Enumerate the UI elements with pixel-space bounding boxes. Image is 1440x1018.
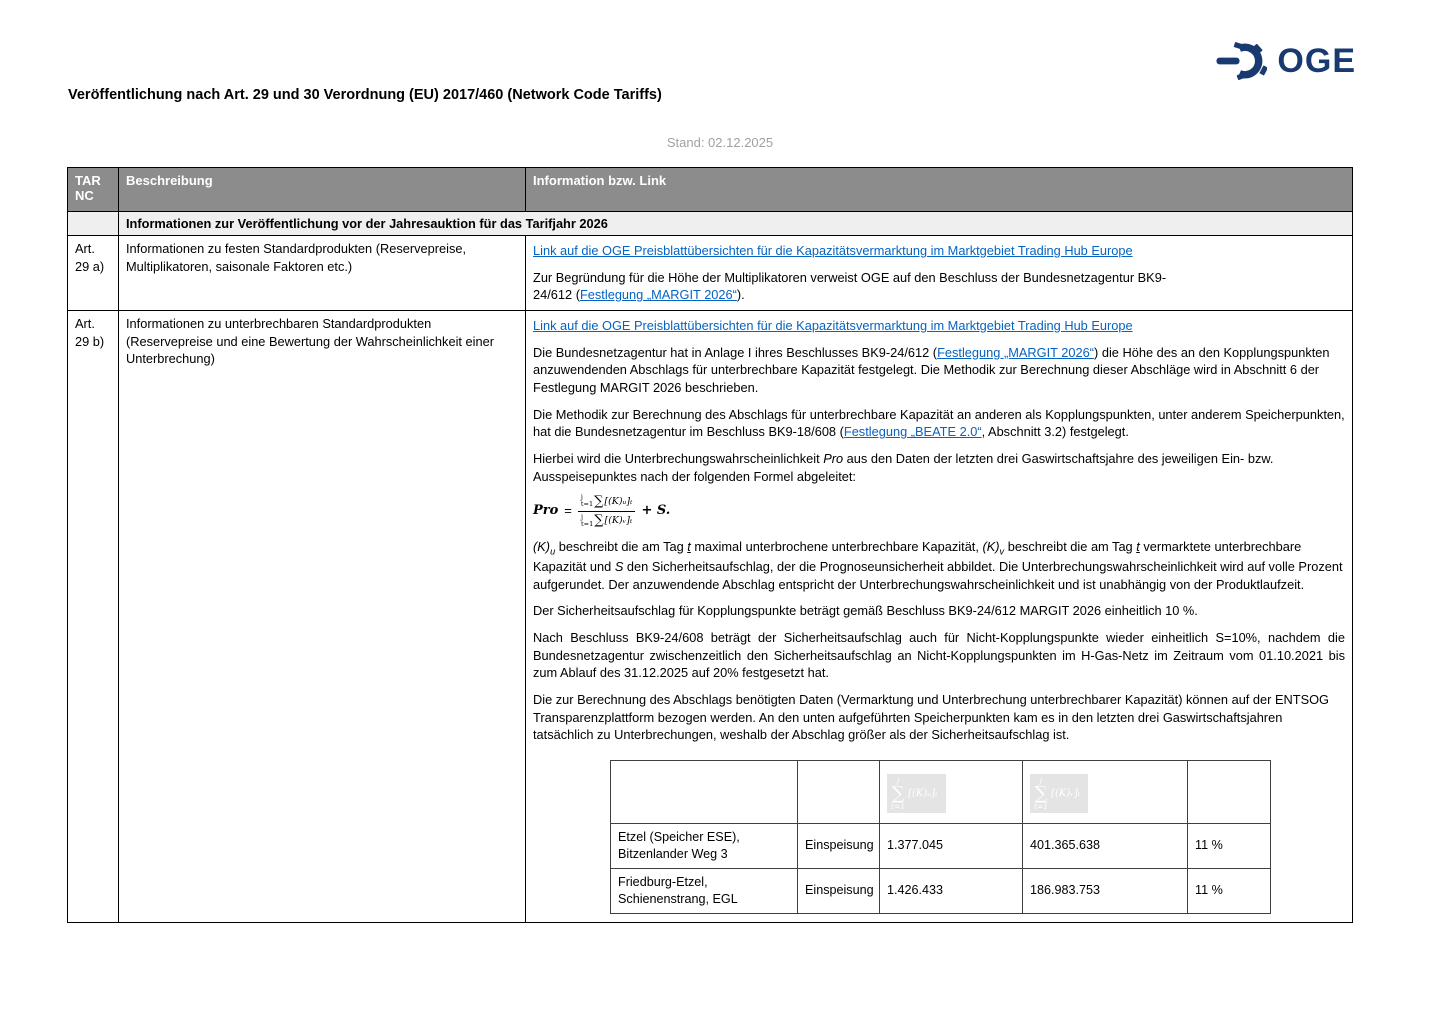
section-empty-cell — [68, 212, 119, 236]
inner-header-richtung: Richtung — [798, 760, 880, 823]
oge-logo — [1215, 40, 1356, 82]
speicherpunkt-row-etzel — [611, 823, 1271, 868]
inner-header-sigma-ku: j ∑ t=1 [(K)ᵤ]ₜ — [880, 760, 1023, 823]
art29a-paragraph-margit: Zur Begründung für die Höhe der Multiplikatoren verweist OGE auf den Beschluss der Bundesnetzagentur BK9-24/612 (Festlegung „MARGIT 2026“). — [533, 269, 1167, 303]
formula-fraction: j t=1 ∑ [(K)ᵤ]ₜ j t=1 ∑ [(K)ᵥ]ₜ — [578, 494, 636, 528]
art29b-id: Art. 29 b) — [68, 310, 119, 922]
cell-kv: 186.983.753 — [1023, 868, 1188, 913]
oge-logo-icon — [1215, 40, 1267, 82]
art29b-info-cell — [526, 310, 1353, 922]
inner-header-speicherpunkt: Speicherpunkt — [611, 760, 798, 823]
header-info-link: Information bzw. Link — [526, 168, 1353, 212]
table-row-art29a — [68, 236, 1353, 311]
pro-formula: Pro = j t=1 ∑ [(K)ᵤ]ₜ j t=1 ∑ [(K)ᵥ]ₜ + S. — [533, 493, 671, 529]
art29b-paragraph-entsog: Die zur Berechnung des Abschlags benötigten Daten (Vermarktung und Unterbrechung unterbrechbarer Kapazität) können auf der ENTSOG Transparenzplattform bezogen werden. An den unten aufgeführten Speicherpunkten kam es in den letzten drei Gaswirtschaftsjahren tatsächlich zu Unterbrechungen, weshalb der Abschlag größer als der Sicherheitsaufschlag ist. — [533, 691, 1330, 743]
art29a-description: Informationen zu festen Standardprodukten (Reservepreise, Multiplikatoren, saisonale Faktoren etc.) — [119, 236, 526, 311]
art29b-paragraph-nichtkopplung: Nach Beschluss BK9-24/608 beträgt der Sicherheitsaufschlag auch für Nicht-Kopplungspunkte wieder einheitlich S=10%, nachdem die Bundesnetzagentur zwischenzeitlich den Sicherheitsaufschlag an Nicht-Kopplungspunkten im H-Gas-Netz im Zeitraum vom 01.10.2021 bis zum Ablauf des 31.12.2025 auf 20% festgesetzt hat. — [533, 630, 1345, 681]
cell-name: Friedburg-Etzel, Schienenstrang, EGL — [611, 868, 798, 913]
art29b-paragraph-methodik: Die Methodik zur Berechnung des Abschlags für unterbrechbare Kapazität an anderen als Kopplungspunkten, unter anderem Speicherpunkten, hat die Bundesnetzagentur im Beschluss BK9-18/608 (Festlegung „BEATE 2.0“, Abschnitt 3.2) festgelegt. — [533, 406, 1345, 440]
art29b-description: Informationen zu unterbrechbaren Standardprodukten (Reservepreise und eine Bewertung der Wahrscheinlichkeit einer Unterbrechung) — [119, 310, 526, 922]
inner-header-abschlag: Abschlag ab dem 01.01.2026 — [1188, 760, 1271, 823]
cell-kv: 401.365.638 — [1023, 823, 1188, 868]
preisblatt-link[interactable]: Link auf die OGE Preisblattübersichten für die Kapazitätsvermarktung im Marktgebiet Trading Hub Europe — [533, 243, 1133, 258]
cell-abschlag: 11 % — [1188, 823, 1271, 868]
main-table — [67, 167, 1353, 923]
cell-richtung: Einspeisung — [798, 823, 880, 868]
oge-logo-text: OGE — [1277, 41, 1356, 80]
page-title: Veröffentlichung nach Art. 29 und 30 Verordnung (EU) 2017/460 (Network Code Tariffs) — [68, 87, 662, 103]
art29a-info-cell — [526, 236, 1353, 311]
cell-name: Etzel (Speicher ESE), Bitzenlander Weg 3 — [611, 823, 798, 868]
section-title: Informationen zur Veröffentlichung vor der Jahresauktion für das Tarifjahr 2026 — [119, 212, 1353, 236]
art29b-paragraph-bnetza: Die Bundesnetzagentur hat in Anlage I ihres Beschlusses BK9-24/612 (Festlegung „MARGIT 2026“) die Höhe des an den Kopplungspunkten anzuwendenden Abschlags für unterbrechbare Kapazität festgelegt. Die Methodik zur Berechnung dieser Abschläge wird in Abschnitt 6 der Festlegung MARGIT 2026 beschrieben. — [533, 344, 1330, 395]
stand-date: Stand: 02.12.2025 — [666, 135, 774, 150]
preisblatt-link-2[interactable]: Link auf die OGE Preisblattübersichten für die Kapazitätsvermarktung im Marktgebiet Trading Hub Europe — [533, 317, 1133, 333]
speicherpunkt-row-friedburg — [611, 868, 1271, 913]
art29b-paragraph-ku: $(K)_u$ beschreibt die am Tag t maximal unterbrochene unterbrechbare Kapazität, $(K)_v$ beschreibt die am Tag t vermarktete unterbrechbare Kapazität und S den Sicherheitsaufschlag, der die Prognoseunsicherheit abbildet. Die Unterbrechungswahrscheinlichkeit wird auf volle Prozent aufgerundet. Der anzuwendende Abschlag entspricht der Unterbrechungswahrscheinlichkeit und ist unabhängig von der Produktlaufzeit. — [533, 538, 1343, 592]
cell-richtung: Einspeisung — [798, 868, 880, 913]
header-beschreibung: Beschreibung — [119, 168, 526, 212]
art29a-id: Art. 29 a) — [68, 236, 119, 311]
art29b-paragraph-sicherheitsaufschlag: Der Sicherheitsaufschlag für Kopplungspunkte beträgt gemäß Beschluss BK9-24/612 MARGIT 2026 einheitlich 10 %. — [533, 603, 1198, 619]
speicherpunkt-table — [610, 760, 1271, 914]
section-row — [68, 212, 1353, 236]
inner-header-sigma-kv: j ∑ t=1 [(K)ᵥ]ₜ — [1023, 760, 1188, 823]
table-row-art29b — [68, 310, 1353, 922]
speicherpunkt-header-row — [611, 760, 1271, 823]
cell-abschlag: 11 % — [1188, 868, 1271, 913]
cell-ku: 1.377.045 — [880, 823, 1023, 868]
header-tarnc: TAR NC — [68, 168, 119, 212]
art29b-paragraph-hierbei: Hierbei wird die Unterbrechungswahrscheinlichkeit Pro aus den Daten der letzten drei Gaswirtschaftsjahre des jeweiligen Ein- bzw. Ausspeisepunktes nach der folgenden Formel abgeleitet: — [533, 450, 1274, 484]
cell-ku: 1.426.433 — [880, 868, 1023, 913]
table-header-row — [68, 168, 1353, 212]
